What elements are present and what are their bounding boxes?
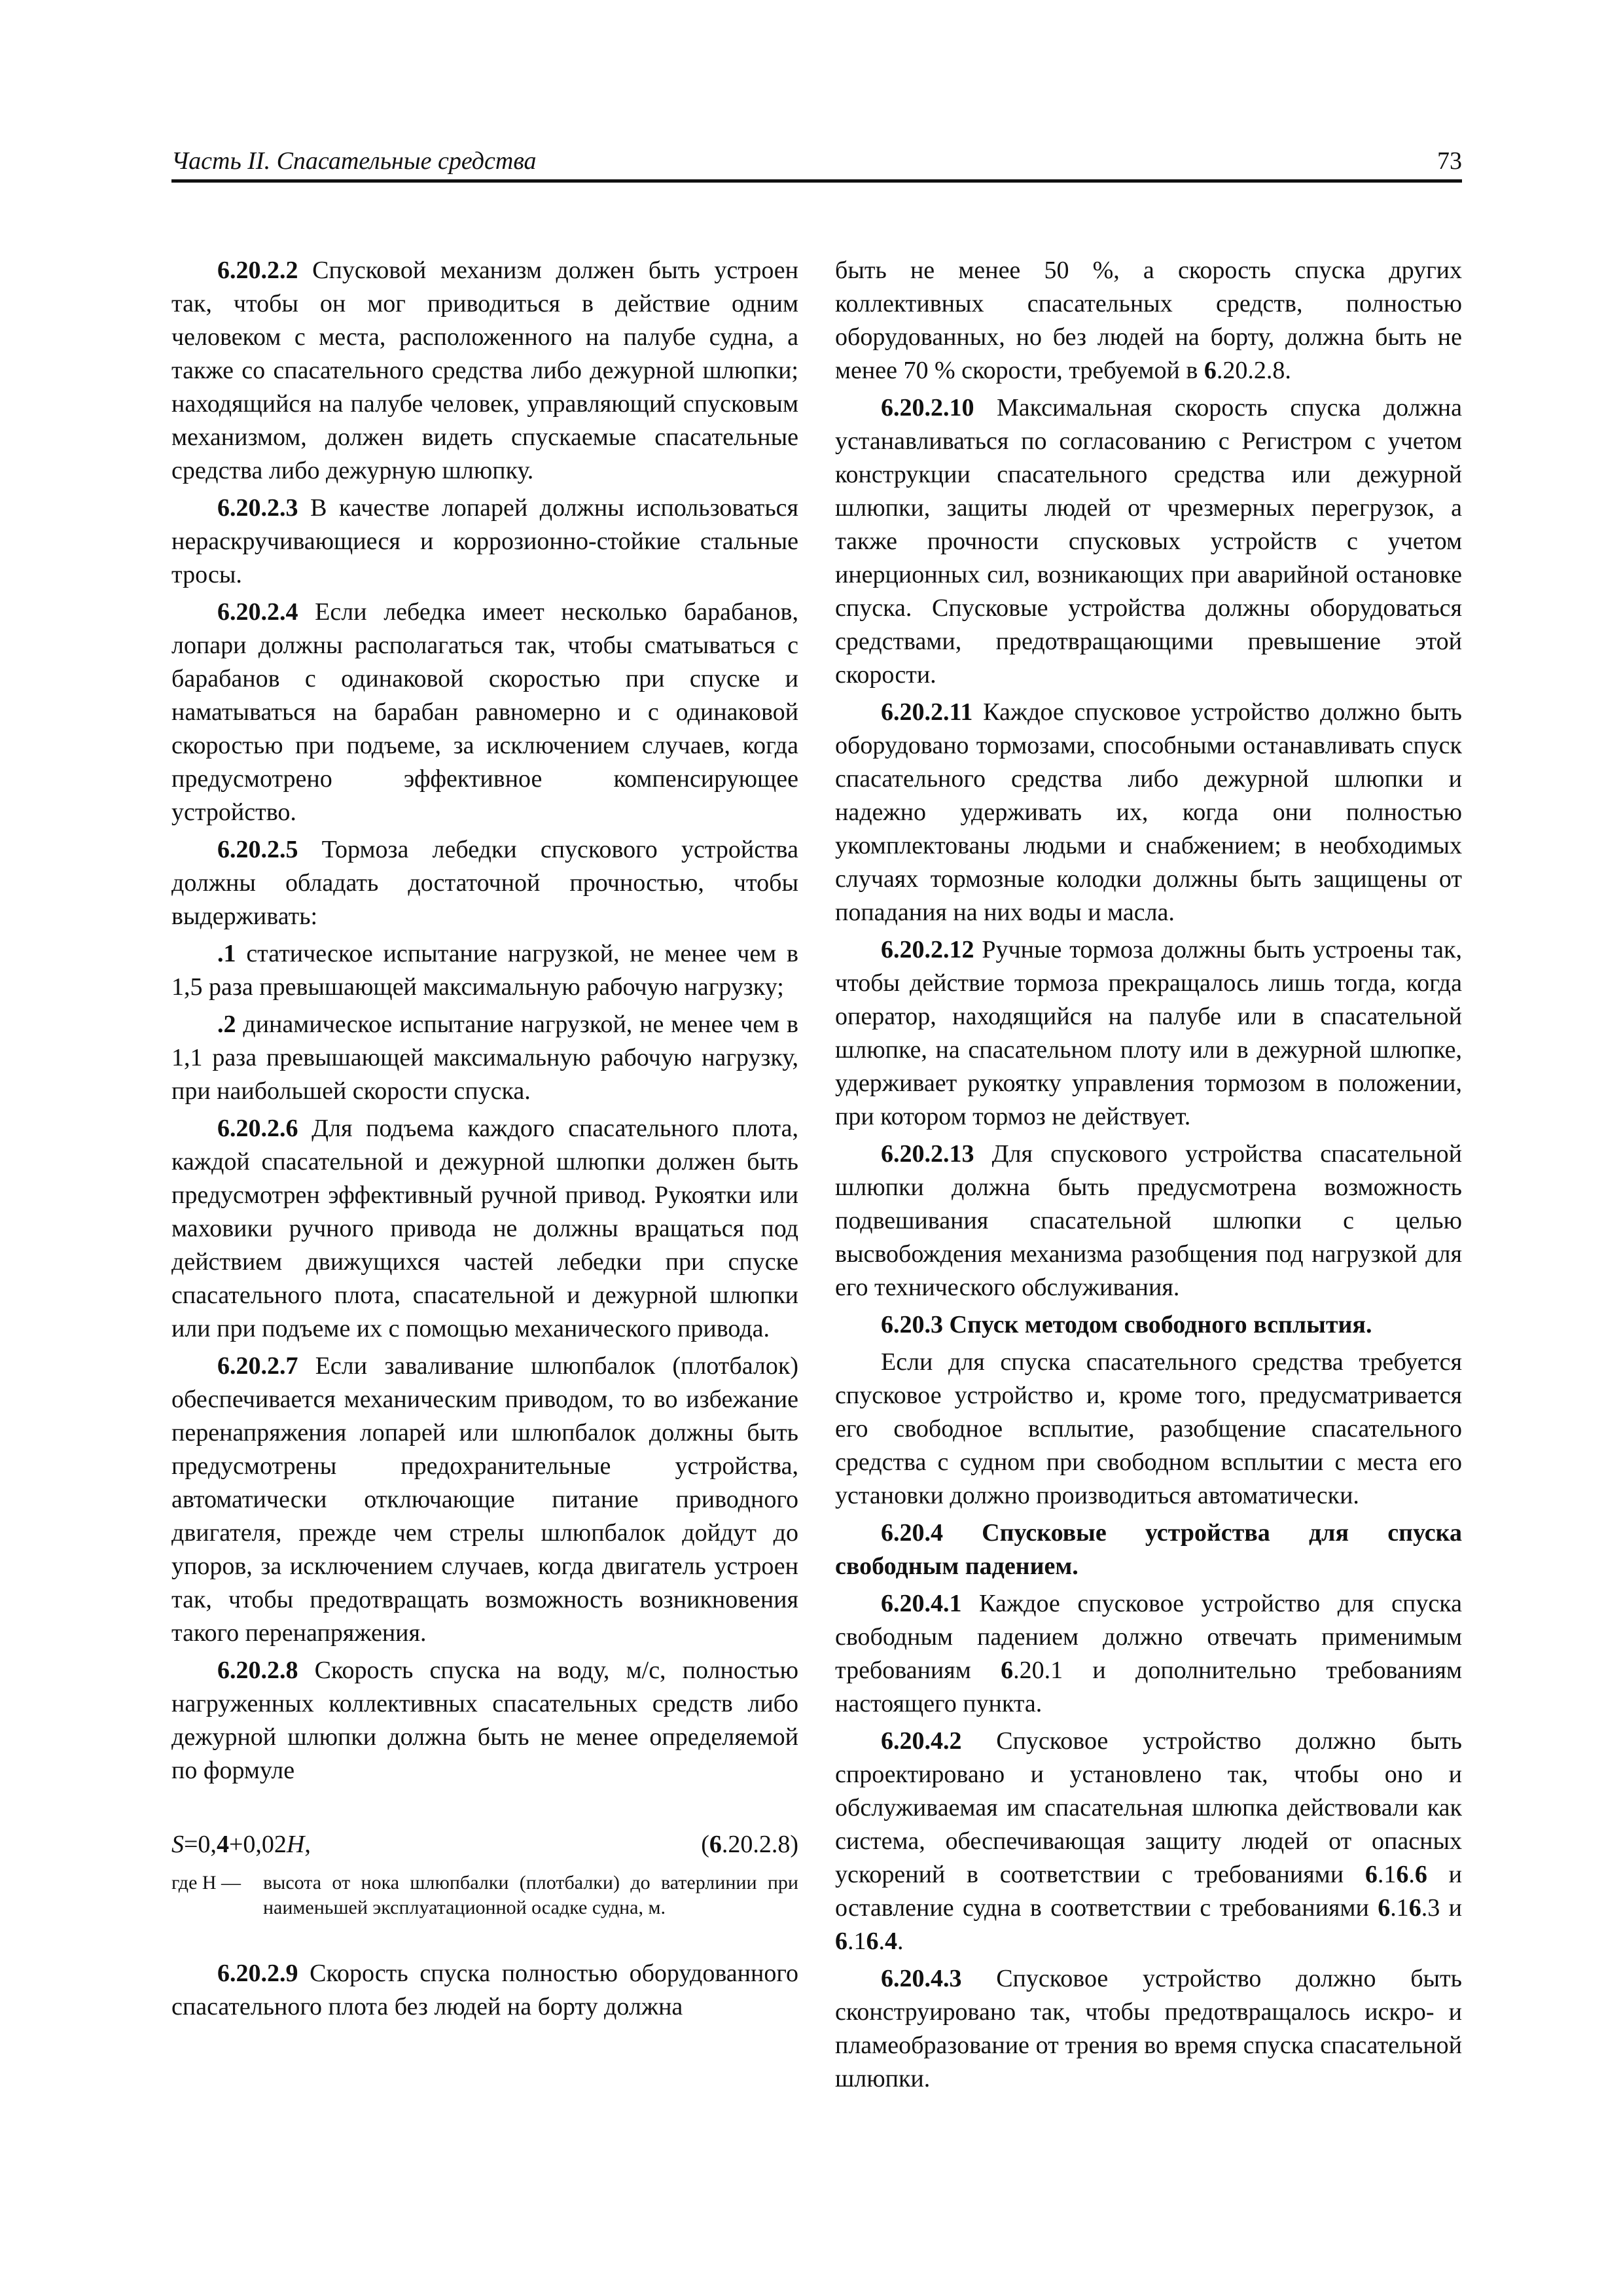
clause-number: 6.20.2.5 <box>217 836 298 863</box>
list-item-text: динамическое испытание нагрузкой, не менее чем в 1,1 раза превышающей максимальную рабочую нагрузку, при наибольшей скорости спуска. <box>171 1011 798 1105</box>
list-item-text: статическое испытание нагрузкой, не менее чем в 1,5 раза превышающей максимальную рабочую нагрузку; <box>171 940 798 1001</box>
formula-expression: S=0,4+0,02H, <box>171 1831 311 1858</box>
paragraph-text: Скорость спуска на воду, м/с, полностью нагруженных коллективных спасательных средств либо дежурной шлюпки должна быть не менее определяемой по формуле <box>171 1657 798 1784</box>
running-header <box>171 143 1462 183</box>
clause-number: 6.20.2.2 <box>217 257 298 284</box>
paragraph-continuation: быть не менее 50 %, а скорость спуска других коллективных спасательных средств, полностью оборудованных, но без людей на борту, должна быть не менее 70 % скорости, требуемой в 6.20.2.8. <box>835 257 1462 384</box>
paragraph-text: В качестве лопарей должны использоваться нераскручивающиеся и коррозионно-стойкие стальные тросы. <box>171 494 798 588</box>
paragraph-text: Для спускового устройства спасательной шлюпки должна быть предусмотрена возможность подвешивания спасательной шлюпки с целью высвобождения механизма разобщения под нагрузкой для его технического обслуживания. <box>835 1140 1462 1301</box>
paragraph-6-20-2-3 <box>171 492 798 592</box>
section-heading-6-20-3: 6.20.3 Спуск методом свободного всплытия. <box>881 1311 1372 1338</box>
paragraph-6-20-4-3 <box>835 1962 1462 2096</box>
clause-number: 6.20.4.2 <box>881 1727 962 1755</box>
paragraph-6-20-2-12 <box>835 933 1462 1134</box>
paragraph-text: Спусковой механизм должен быть устроен так, чтобы он мог приводиться в действие одним человеком с места, расположенного на палубе судна, а также со спасательного средства либо дежурной шлюпки; находящийся на палубе человек, управляющий спусковым механизмом, должен видеть спускаемые спасательные средства либо дежурную шлюпку. <box>171 257 798 484</box>
clause-number: 6.20.2.7 <box>217 1352 298 1380</box>
list-number: .2 <box>217 1011 236 1038</box>
paragraph-6-20-2-10 <box>835 391 1462 692</box>
paragraph-text: Если лебедка имеет несколько барабанов, лопари должны располагаться так, чтобы сматываться с барабанов с одинаковой скоростью при спуске и наматываться на барабан равномерно и с одинаковой скоростью при подъеме, за исключением случаев, когда предусмотрено эффективное компенсирующее устройство. <box>171 598 798 826</box>
paragraph-6-20-2-9 <box>171 1957 798 2024</box>
note-label: где H — <box>171 1872 241 1893</box>
clause-number: 6.20.2.4 <box>217 598 298 626</box>
paragraph-6-20-4-1: 6.20.4.1 Каждое спусковое устройство для спуска свободным падением должно отвечать применимым требованиям 6.20.1 и дополнительно требованиям настоящего пункта. <box>835 1590 1462 1717</box>
right-column <box>835 254 1462 2096</box>
paragraph-6-20-2-2 <box>171 254 798 488</box>
clause-number: 6.20.2.11 <box>881 698 973 726</box>
paragraph-6-20-2-13 <box>835 1138 1462 1304</box>
clause-number: 6.20.2.3 <box>217 494 298 522</box>
formula <box>171 1828 798 1861</box>
list-item-1 <box>171 937 798 1004</box>
page-number: 73 <box>1437 147 1462 175</box>
paragraph-text: Максимальная скорость спуска должна устанавливаться по согласованию с Регистром с учетом конструкции спасательного средства или дежурной шлюпки, защиты людей от чрезмерных перегрузок, а также прочности спусковых устройств с учетом инерционных сил, возникающих при аварийной остановке спуска. Спусковые устройства должны оборудоваться средствами, предотвращающими превышение этой скорости. <box>835 394 1462 689</box>
clause-number: 6.20.4.1 <box>881 1590 962 1617</box>
paragraph-6-20-3-text: Если для спуска спасательного средства требуется спусковое устройство и, кроме того, предусматривается его свободное всплытие, разобщение спасательного средства с судном при свободном всплытии с места его установки должно производиться автоматически. <box>835 1348 1462 1509</box>
paragraph-text: Тормоза лебедки спускового устройства должны обладать достаточной прочностью, чтобы выдерживать: <box>171 836 798 930</box>
paragraph-6-20-2-8 <box>171 1654 798 1787</box>
paragraph-text: Скорость спуска полностью оборудованного спасательного плота без людей на борту должна <box>171 1960 798 2020</box>
formula-number: (6.20.2.8) <box>701 1831 798 1858</box>
left-column <box>171 254 798 2024</box>
clause-number: 6.20.2.12 <box>881 936 974 963</box>
paragraph-6-20-2-7 <box>171 1350 798 1650</box>
formula-note <box>171 1871 798 1920</box>
section-heading-6-20-4: 6.20.4 Спусковые устройства для спуска свободным падением. <box>835 1519 1462 1580</box>
list-number: .1 <box>217 940 236 967</box>
paragraph-text: Для подъема каждого спасательного плота, каждой спасательной и дежурной шлюпки должен быть предусмотрен эффективный ручной привод. Рукоятки или маховики ручного привода не должны вращаться под действием движущихся частей лебедки при спуске спасательного плота, спасательной и дежурной шлюпки или при подъеме их с помощью механического привода. <box>171 1115 798 1342</box>
paragraph-6-20-2-11 <box>835 696 1462 929</box>
header-title: Часть II. Спасательные средства <box>171 147 537 175</box>
clause-number: 6.20.4.3 <box>881 1965 962 1992</box>
list-item-2 <box>171 1008 798 1108</box>
paragraph-6-20-4-2: 6.20.4.2 Спусковое устройство должно быть спроектировано и установлено так, чтобы оно и обслуживаемая им спасательная шлюпка действовали как система, обеспечивающая защиту людей от опасных ускорений в соответствии с требованиями 6.16.6 и оставление судна в соответствии с требованиями 6.16.3 и 6.16.4. <box>835 1727 1462 1955</box>
paragraph-text: Ручные тормоза должны быть устроены так, чтобы действие тормоза прекращалось лишь тогда, когда оператор, находящийся на палубе или в спасательной шлюпке, на спасательном плоту или в дежурной шлюпке, удерживает рукоятку управления тормозом в положении, при котором тормоз не действует. <box>835 936 1462 1130</box>
clause-number: 6.20.2.6 <box>217 1115 298 1142</box>
paragraph-text: Если заваливание шлюпбалок (плотбалок) обеспечивается механическим приводом, то во избежание перенапряжения лопарей или шлюпбалок должны быть предусмотрены предохранительные устройства, автоматически отключающие питание приводного двигателя, прежде чем стрелы шлюпбалок дойдут до упоров, за исключением случаев, когда двигатель устроен так, чтобы предотвращать возможность возникновения такого перенапряжения. <box>171 1352 798 1647</box>
paragraph-6-20-2-4 <box>171 596 798 829</box>
note-text: высота от нока шлюпбалки (плотбалки) до ватерлинии при наименьшей эксплуатационной осадке судна, м. <box>263 1872 798 1918</box>
clause-number: 6.20.2.13 <box>881 1140 974 1168</box>
clause-number: 6.20.2.8 <box>217 1657 298 1684</box>
clause-number: 6.20.2.9 <box>217 1960 298 1987</box>
clause-number: 6.20.2.10 <box>881 394 974 422</box>
paragraph-text: Спусковое устройство должно быть сконструировано так, чтобы предотвращалось искро- и пламеобразование от трения во время спуска спасательной шлюпки. <box>835 1965 1462 2092</box>
paragraph-6-20-2-6 <box>171 1112 798 1346</box>
paragraph-6-20-2-5 <box>171 833 798 933</box>
paragraph-text: Каждое спусковое устройство должно быть оборудовано тормозами, способными останавливать спуск спасательного средства либо дежурной шлюпки и надежно удерживать их, когда они полностью укомплектованы людьми и снабжением; в необходимых случаях тормозные колодки должны быть защищены от попадания на них воды и масла. <box>835 698 1462 926</box>
